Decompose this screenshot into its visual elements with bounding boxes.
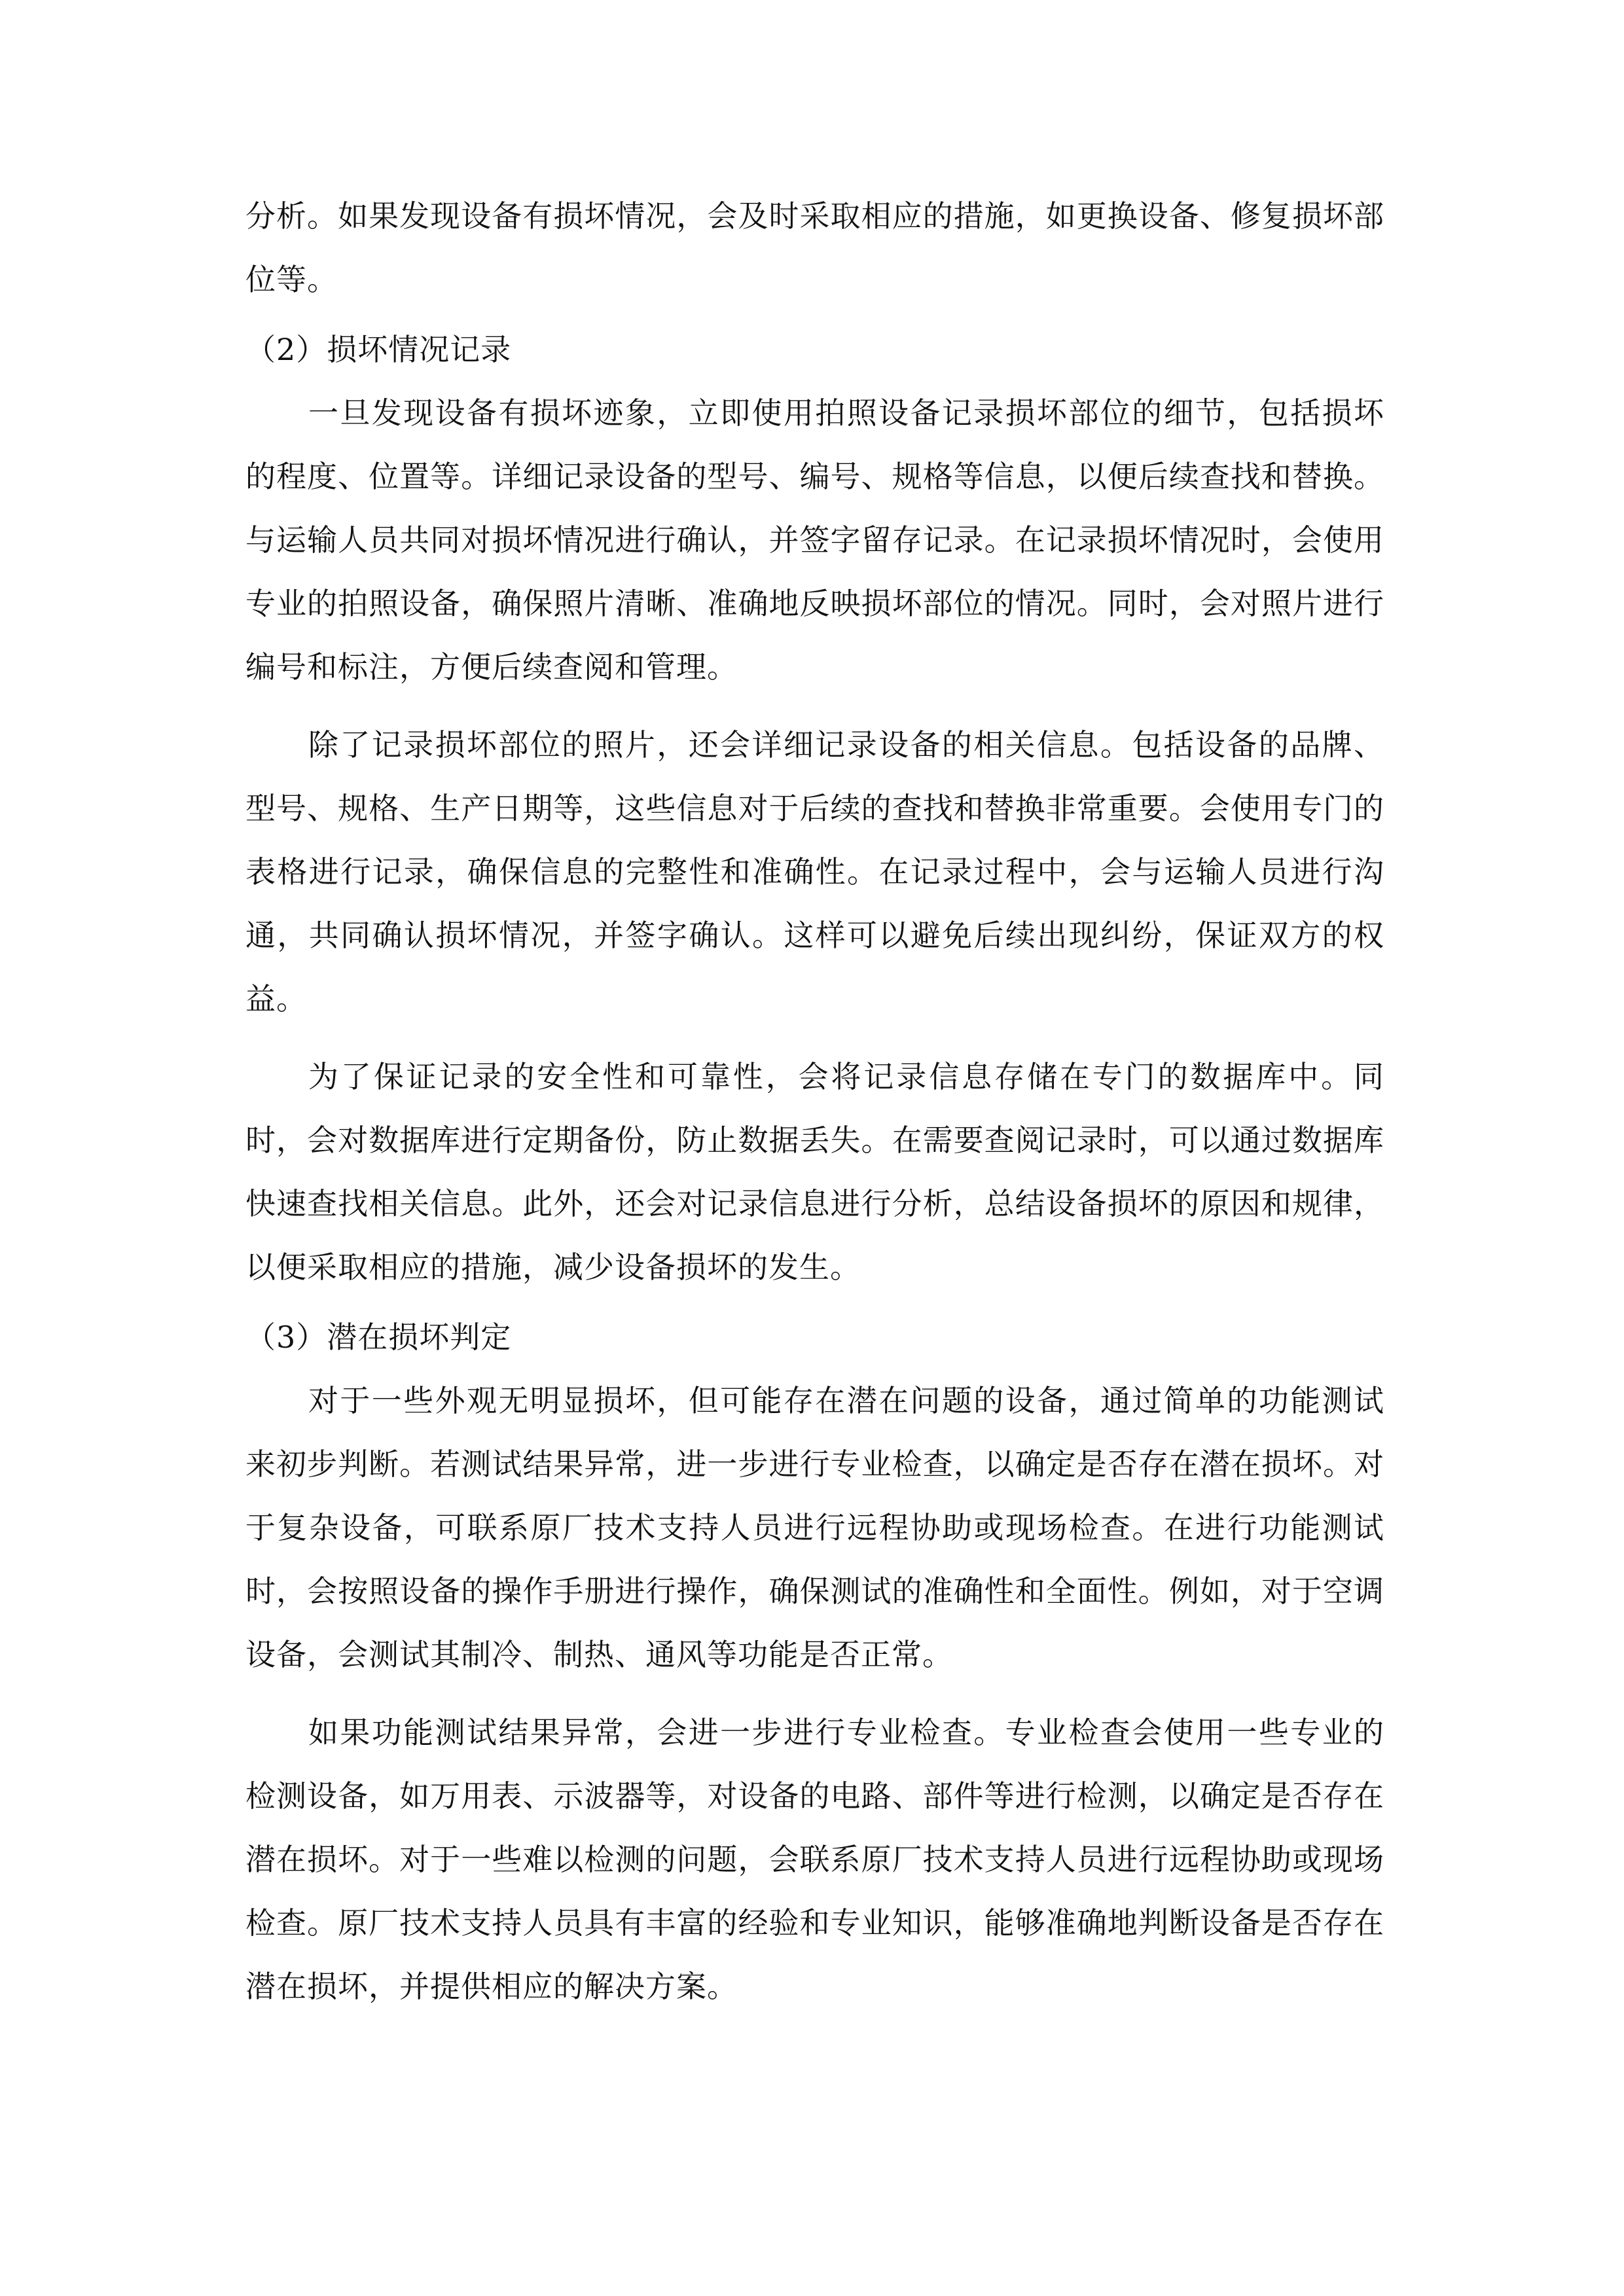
paragraph-professional-inspection: 如果功能测试结果异常，会进一步进行专业检查。专业检查会使用一些专业的检测设备，如万用表、示波器等，对设备的电路、部件等进行检测，以确定是否存在潜在损坏。对于一些难以检测的问题，会联系原厂技术支持人员进行远程协助或现场检查。原厂技术支持人员具有丰富的经验和专业知识，能够准确地判断设备是否存在潜在损坏，并提供相应的解决方案。 [245,1715,1384,2004]
paragraph-function-test: 对于一些外观无明显损坏，但可能存在潜在问题的设备，通过简单的功能测试来初步判断。若测试结果异常，进一步进行专业检查，以确定是否存在潜在损坏。对于复杂设备，可联系原厂技术支持人员进行远程协助或现场检查。在进行功能测试时，会按照设备的操作手册进行操作，确保测试的准确性和全面性。例如，对于空调设备，会测试其制冷、制热、通风等功能是否正常。 [245,1383,1384,1672]
paragraph-damage-photo-record: 一旦发现设备有损坏迹象，立即使用拍照设备记录损坏部位的细节，包括损坏的程度、位置等。详细记录设备的型号、编号、规格等信息，以便后续查找和替换。与运输人员共同对损坏情况进行确认，并签字留存记录。在记录损坏情况时，会使用专业的拍照设备，确保照片清晰、准确地反映损坏部位的情况。同时，会对照片进行编号和标注，方便后续查阅和管理。 [245,395,1384,685]
section-heading-potential-damage: （3）潜在损坏判定 [245,1319,512,1355]
section-heading-damage-record: （2）损坏情况记录 [245,332,512,367]
paragraph-record-storage: 为了保证记录的安全性和可靠性，会将记录信息存储在专门的数据库中。同时，会对数据库进行定期备份，防止数据丢失。在需要查阅记录时，可以通过数据库快速查找相关信息。此外，还会对记录信息进行分析，总结设备损坏的原因和规律，以便采取相应的措施，减少设备损坏的发生。 [245,1059,1384,1285]
paragraph-device-info-record: 除了记录损坏部位的照片，还会详细记录设备的相关信息。包括设备的品牌、型号、规格、生产日期等，这些信息对于后续的查找和替换非常重要。会使用专门的表格进行记录，确保信息的完整性和准确性。在记录过程中，会与运输人员进行沟通，共同确认损坏情况，并签字确认。这样可以避免后续出现纠纷，保证双方的权益。 [245,727,1384,1016]
document-page [245,185,1384,2018]
paragraph-continued-analysis: 分析。如果发现设备有损坏情况，会及时采取相应的措施，如更换设备、修复损坏部位等。 [245,198,1384,297]
